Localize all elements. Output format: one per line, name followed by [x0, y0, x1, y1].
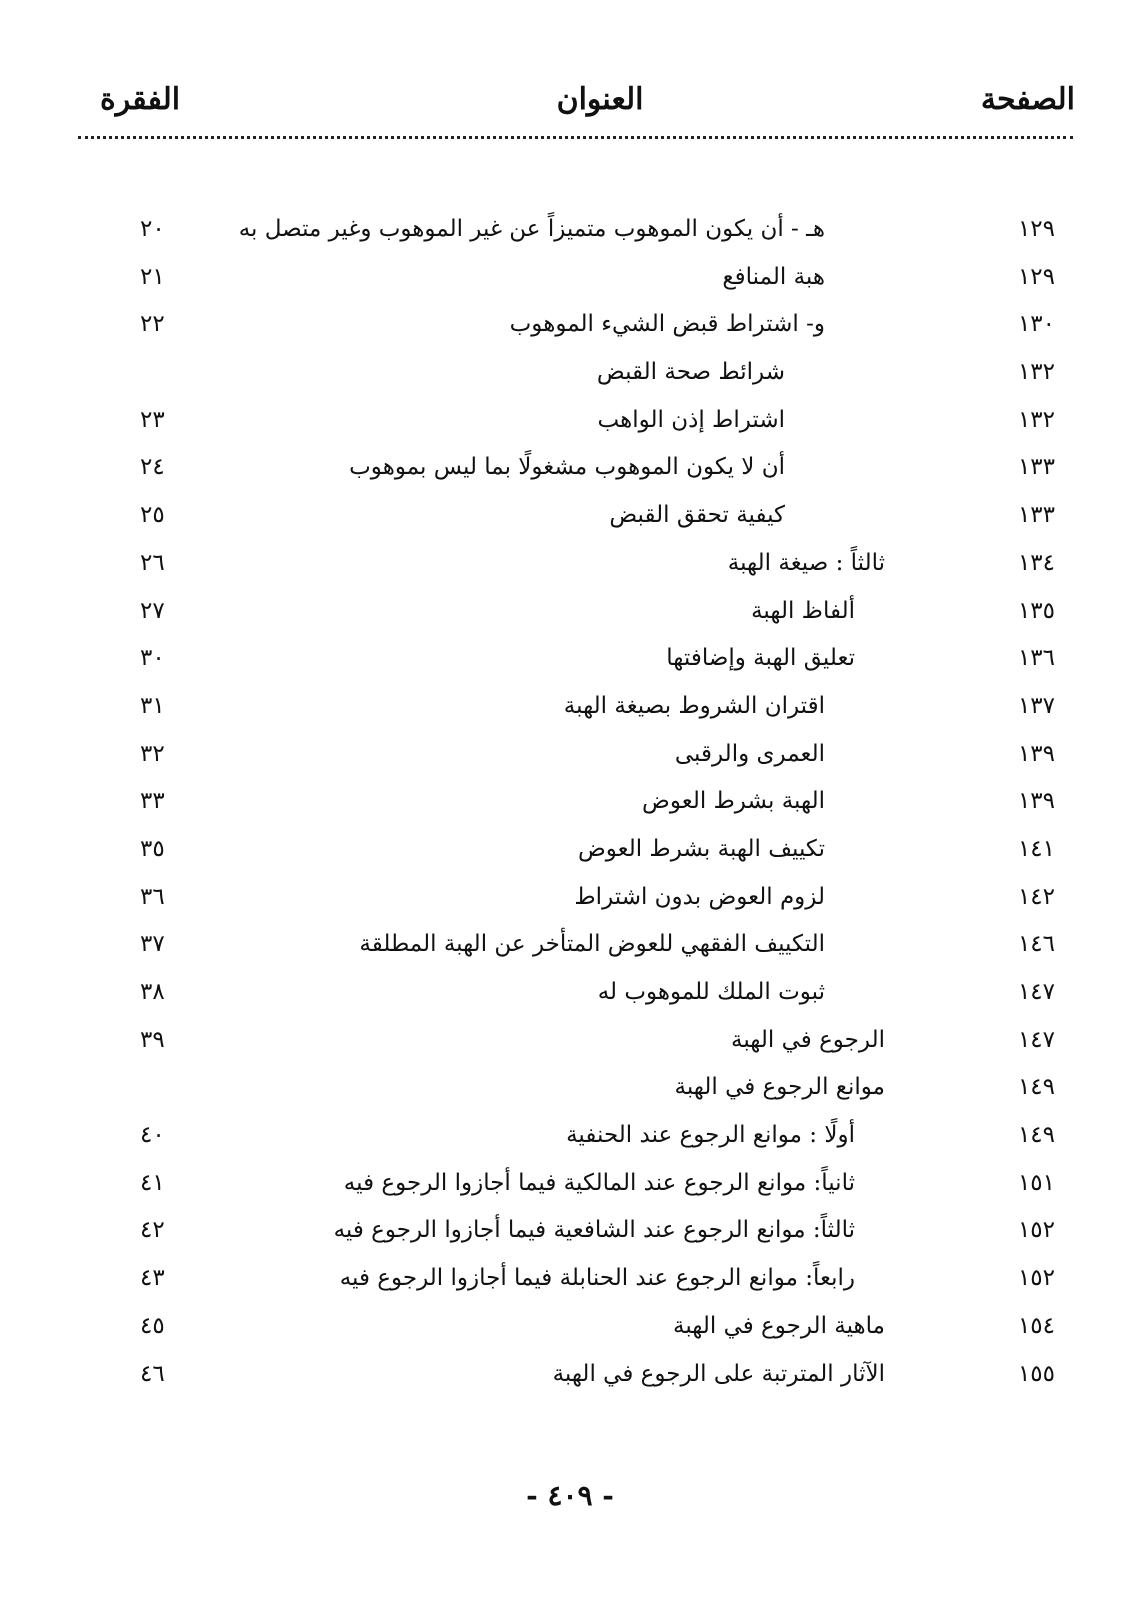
toc-paragraph-number: ٢٢ — [140, 311, 165, 338]
toc-paragraph-number: ٤٢ — [140, 1217, 165, 1244]
toc-page-number: ١٣٣ — [1017, 454, 1055, 481]
toc-row — [0, 403, 1140, 451]
toc-page-number: ١٣٣ — [1017, 502, 1055, 529]
toc-row — [0, 1357, 1140, 1405]
toc-page-number: ١٤٧ — [1017, 1026, 1055, 1053]
toc-title: هبة المنافع — [722, 263, 825, 290]
toc-paragraph-number: ٣١ — [140, 692, 165, 719]
toc-page-number: ١٣٩ — [1017, 788, 1055, 815]
toc-paragraph-number: ٣٢ — [140, 740, 165, 767]
toc-page-number: ١٤٩ — [1017, 1122, 1055, 1149]
toc-paragraph-number: ٤٣ — [140, 1265, 165, 1292]
toc-row — [0, 1213, 1140, 1261]
toc-row — [0, 1118, 1140, 1166]
toc-page-number: ١٣٥ — [1017, 597, 1055, 624]
toc-title: تعليق الهبة وإضافتها — [666, 645, 855, 672]
toc-page-number: ١٥٢ — [1017, 1217, 1055, 1244]
page-folio-number: - ٤٠٩ - — [526, 1479, 614, 1512]
toc-row — [0, 212, 1140, 260]
toc-paragraph-number: ٣٥ — [140, 835, 165, 862]
toc-page-number: ١٤١ — [1017, 835, 1055, 862]
toc-title: شرائط صحة القبض — [596, 359, 785, 386]
toc-row — [0, 594, 1140, 642]
toc-page-number: ١٢٩ — [1017, 263, 1055, 290]
toc-paragraph-number: ٣٦ — [140, 883, 165, 910]
toc-title: موانع الرجوع في الهبة — [674, 1074, 885, 1101]
toc-page-number: ١٥٤ — [1017, 1312, 1055, 1339]
toc-title: ثالثاً: موانع الرجوع عند الشافعية فيما أجازوا الرجوع فيه — [333, 1217, 855, 1244]
toc-title: العمرى والرقبى — [674, 740, 825, 767]
toc-title: اشتراط إذن الواهب — [597, 406, 785, 433]
toc-title: أولًا : موانع الرجوع عند الحنفية — [566, 1122, 855, 1149]
toc-title: تكييف الهبة بشرط العوض — [577, 835, 825, 862]
toc-row — [0, 832, 1140, 880]
toc-title: التكييف الفقهي للعوض المتأخر عن الهبة المطلقة — [359, 931, 825, 958]
toc-page-number: ١٤٦ — [1017, 931, 1055, 958]
toc-page-number: ١٥٥ — [1017, 1360, 1055, 1387]
toc-row — [0, 880, 1140, 928]
toc-paragraph-number: ٢٧ — [140, 597, 165, 624]
toc-row — [0, 641, 1140, 689]
paragraph-column-header: الفقرة — [100, 82, 181, 117]
toc-paragraph-number: ٣٧ — [140, 931, 165, 958]
toc-paragraph-number: ٤٦ — [140, 1360, 165, 1387]
toc-page-number: ١٥٢ — [1017, 1265, 1055, 1292]
toc-list — [0, 212, 1140, 1404]
toc-row — [0, 784, 1140, 832]
toc-page-number: ١٣٩ — [1017, 740, 1055, 767]
toc-paragraph-number: ٢٠ — [140, 216, 165, 242]
toc-page-number: ١٣٠ — [1017, 311, 1055, 338]
toc-title: الرجوع في الهبة — [731, 1026, 885, 1053]
toc-page-number: ١٤٢ — [1017, 883, 1055, 910]
toc-row — [0, 498, 1140, 546]
toc-paragraph-number: ٣٠ — [140, 645, 165, 672]
toc-row — [0, 307, 1140, 355]
toc-title: ثالثاً : صيغة الهبة — [727, 549, 885, 576]
toc-paragraph-number: ٢١ — [140, 263, 165, 290]
toc-row — [0, 1070, 1140, 1118]
toc-row — [0, 546, 1140, 594]
toc-title: رابعاً: موانع الرجوع عند الحنابلة فيما أجازوا الرجوع فيه — [339, 1265, 855, 1292]
toc-title: الآثار المترتبة على الرجوع في الهبة — [552, 1360, 885, 1387]
toc-paragraph-number: ٣٩ — [140, 1026, 165, 1053]
toc-row — [0, 450, 1140, 498]
toc-title: كيفية تحقق القبض — [609, 502, 785, 529]
toc-title: أن لا يكون الموهوب مشغولًا بما ليس بموهوب — [349, 454, 785, 481]
toc-row — [0, 927, 1140, 975]
toc-paragraph-number: ٢٦ — [140, 549, 165, 576]
toc-row — [0, 1166, 1140, 1214]
toc-page-number: ١٣٦ — [1017, 645, 1055, 672]
toc-row — [0, 689, 1140, 737]
toc-paragraph-number: ٢٤ — [140, 454, 165, 481]
toc-title: ماهية الرجوع في الهبة — [672, 1312, 885, 1339]
page-column-header: الصفحة — [980, 82, 1075, 117]
toc-title: اقتران الشروط بصيغة الهبة — [563, 692, 825, 719]
dotted-separator — [78, 136, 1073, 139]
toc-page-number: ١٤٧ — [1017, 979, 1055, 1005]
toc-row — [0, 1023, 1140, 1071]
toc-page-number: ١٣٧ — [1017, 692, 1055, 719]
toc-paragraph-number: ٣٣ — [140, 788, 165, 815]
toc-row — [0, 1261, 1140, 1309]
toc-paragraph-number: ٢٣ — [140, 406, 165, 433]
toc-title: و- اشتراط قبض الشيء الموهوب — [509, 311, 825, 338]
toc-row — [0, 1309, 1140, 1357]
title-column-header: العنوان — [556, 82, 644, 117]
toc-page-number: ١٤٩ — [1017, 1074, 1055, 1101]
toc-row — [0, 975, 1140, 1023]
toc-paragraph-number: ٤١ — [140, 1169, 165, 1196]
toc-paragraph-number: ٢٥ — [140, 502, 165, 529]
toc-row — [0, 260, 1140, 308]
toc-title: ثانياً: موانع الرجوع عند المالكية فيما أجازوا الرجوع فيه — [343, 1169, 855, 1196]
toc-page-number: ١٣٢ — [1017, 406, 1055, 433]
toc-title: هـ - أن يكون الموهوب متميزاً عن غير الموهوب وغير متصل به — [238, 216, 825, 242]
toc-page-number: ١٣٤ — [1017, 549, 1055, 576]
toc-page-number: ١٣٢ — [1017, 359, 1055, 386]
toc-paragraph-number: ٣٨ — [140, 979, 165, 1005]
toc-page-number: ١٥١ — [1017, 1169, 1055, 1196]
toc-paragraph-number: ٤٥ — [140, 1312, 165, 1339]
toc-title: لزوم العوض بدون اشتراط — [574, 883, 825, 910]
toc-row — [0, 737, 1140, 785]
toc-paragraph-number: ٤٠ — [140, 1122, 165, 1149]
toc-title: ثبوت الملك للموهوب له — [597, 979, 825, 1005]
toc-title: الهبة بشرط العوض — [642, 788, 825, 815]
toc-row — [0, 355, 1140, 403]
toc-title: ألفاظ الهبة — [751, 597, 855, 624]
toc-page-number: ١٢٩ — [1017, 216, 1055, 242]
